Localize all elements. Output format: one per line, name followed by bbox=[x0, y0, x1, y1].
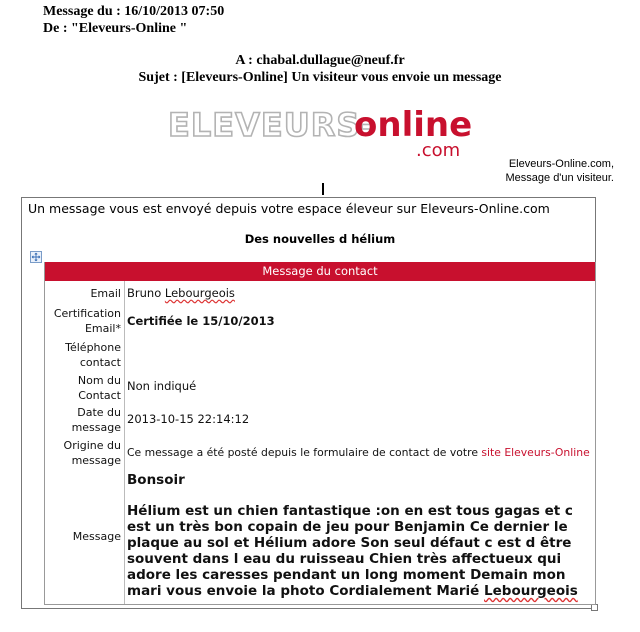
email-value-first: Bruno bbox=[127, 286, 165, 300]
tagline-line-2: Message d'un visiteur. bbox=[505, 172, 614, 184]
message-to: A : chabal.dullague@neuf.fr bbox=[235, 53, 405, 68]
email-value-last: Lebourgeois bbox=[164, 286, 235, 300]
date-label-line-1: Date du bbox=[77, 406, 121, 419]
contact-name-value: Non indiqué bbox=[127, 379, 197, 393]
message-body-last: Lebourgeois bbox=[484, 583, 578, 599]
certification-label-line-1: Certification bbox=[53, 307, 121, 320]
certification-label bbox=[54, 306, 121, 336]
contact-name-label-line-1: Nom du bbox=[77, 374, 121, 387]
email-value bbox=[127, 286, 235, 301]
column-divider bbox=[124, 281, 125, 604]
tagline-line-1: Eleveurs-Online.com, bbox=[508, 158, 614, 170]
message-subject: Sujet : [Eleveurs-Online] Un visiteur vous envoie un message bbox=[138, 70, 502, 85]
contact-table bbox=[44, 262, 596, 605]
origin-value-prefix: Ce message a été posté depuis le formulaire de contact de votre bbox=[127, 446, 482, 459]
email-label: Email bbox=[90, 287, 121, 300]
message-date: Message du : 16/10/2013 07:50 bbox=[43, 4, 225, 19]
phone-label-line-2: contact bbox=[79, 356, 121, 369]
message-label: Message bbox=[72, 530, 121, 543]
logo-com-text: .com bbox=[416, 140, 461, 160]
origin-value bbox=[127, 445, 590, 460]
message-greeting: Bonsoir bbox=[127, 472, 185, 488]
date-label bbox=[72, 405, 121, 435]
origin-label-line-2: message bbox=[71, 454, 121, 467]
contact-name-label bbox=[78, 373, 121, 403]
contact-table-header: Message du contact bbox=[45, 262, 595, 281]
text-cursor bbox=[322, 183, 324, 195]
contact-name-label-line-2: Contact bbox=[78, 389, 121, 402]
logo-main-text: ELEVEURS- bbox=[168, 106, 375, 144]
date-label-line-2: message bbox=[71, 421, 121, 434]
news-title: Des nouvelles d hélium bbox=[244, 232, 396, 246]
certification-value: Certifiée le 15/10/2013 bbox=[127, 314, 275, 328]
origin-site-link[interactable]: site Eleveurs-Online bbox=[481, 446, 590, 459]
intro-text: Un message vous est envoyé depuis votre espace éleveur sur Eleveurs-Online.com bbox=[28, 201, 550, 216]
table-move-icon[interactable] bbox=[30, 251, 42, 263]
message-from: De : "Eleveurs-Online " bbox=[43, 21, 188, 36]
logo-online-text: online bbox=[354, 105, 472, 145]
message-body bbox=[127, 503, 591, 599]
origin-label-line-1: Origine du bbox=[63, 439, 121, 452]
phone-label-line-1: Téléphone bbox=[65, 341, 121, 354]
resize-handle[interactable] bbox=[591, 604, 598, 611]
phone-label bbox=[65, 340, 121, 370]
eleveurs-online-logo bbox=[168, 104, 472, 160]
tagline bbox=[506, 157, 615, 185]
message-body-text: Hélium est un chien fantastique :on en est tous gagas et c est un très bon copain de jeu pour Benjamin Ce dernier le plaque au sol et Hélium adore Son seul défaut c est d être souvent dans l eau du ruisseau Chien très affectueux qui adore les caresses pendant un long moment Demain mon mari vous envoie la photo Cordialement Marié bbox=[127, 503, 573, 599]
date-value: 2013-10-15 22:14:12 bbox=[127, 412, 250, 426]
certification-label-line-2: Email* bbox=[84, 322, 121, 335]
origin-label bbox=[64, 438, 121, 468]
